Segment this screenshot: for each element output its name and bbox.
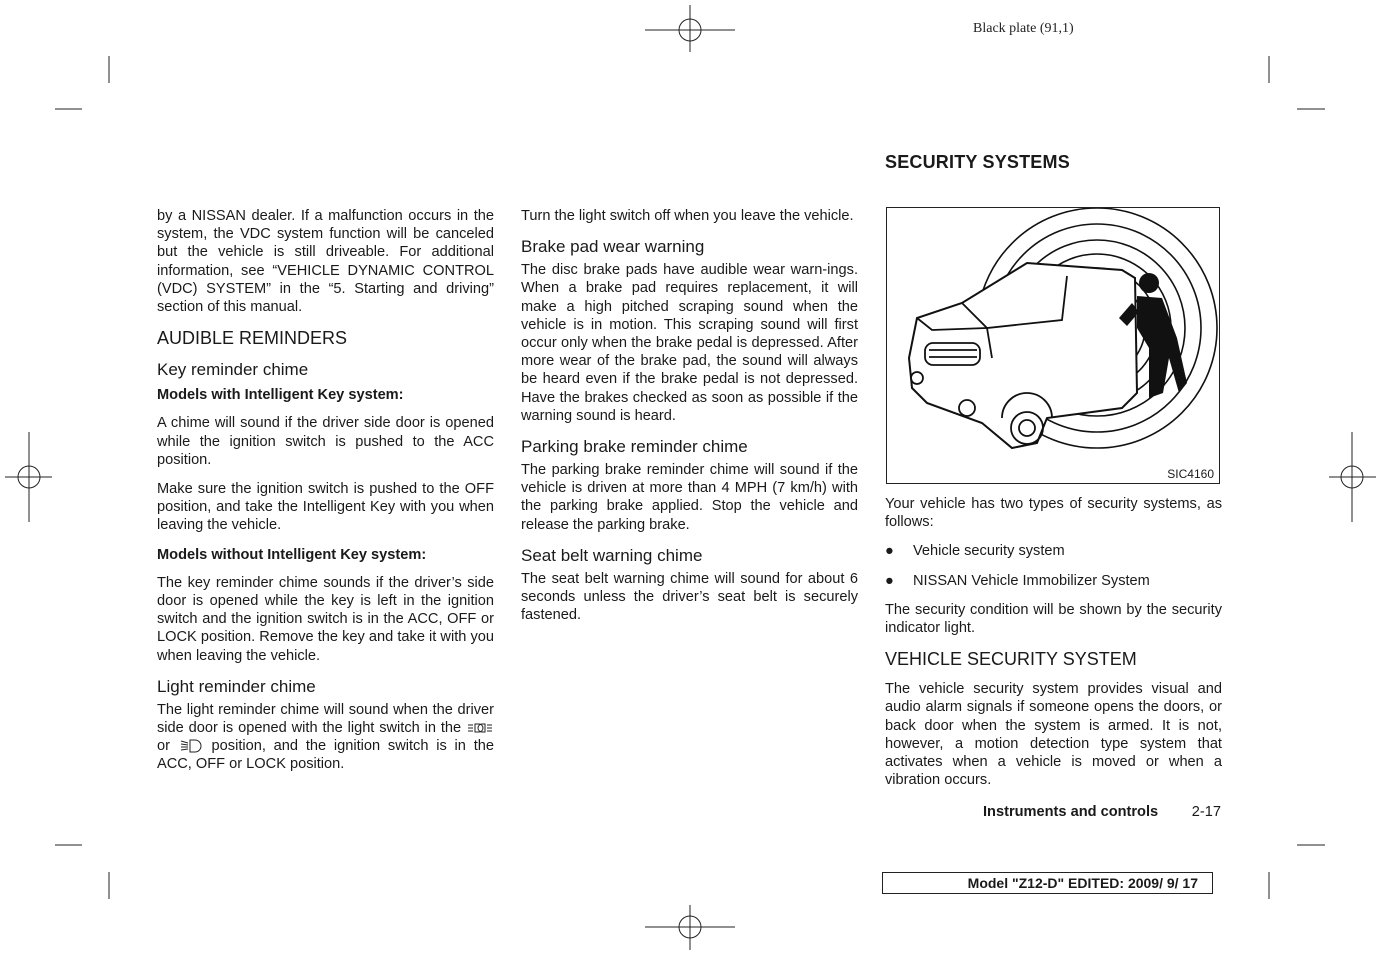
seat-belt-heading: Seat belt warning chime	[521, 545, 703, 565]
footer-section: Instruments and controls	[983, 804, 1159, 820]
plate-label: Black plate (91,1)	[973, 21, 1074, 36]
security-condition-paragraph: The security condition will be shown by the security indicator light.	[885, 601, 1222, 637]
bullet-vehicle-security: Vehicle security system	[913, 543, 1065, 560]
bullet-mark: ●	[885, 543, 894, 560]
with-key-paragraph-2: Make sure the ignition switch is pushed to the OFF position, and take the Intelligent Key with you when leaving the vehicle.	[157, 481, 494, 534]
with-key-paragraph-1: A chime will sound if the driver side door is opened while the ignition switch is pushed to the ACC position.	[157, 415, 494, 468]
vdc-continuation-paragraph: by a NISSAN dealer. If a malfunction occurs in the system, the VDC system function will be canceled but the vehicle is still driveable. For additional information, see “VEHICLE DYNAMIC CONTROL (VDC) SYSTEM” in the “5. Starting and driving” section of this manual.	[157, 208, 494, 316]
without-intelligent-key-heading: Models without Intelligent Key system:	[157, 546, 427, 563]
bullet-item	[885, 572, 1222, 590]
vehicle-security-paragraph: The vehicle security system provides visual and audio alarm signals if someone opens the doors, or back door when the system is armed. It is not, however, a motion detection type system that activates when a vehicle is moved or when a vibration occurs.	[885, 681, 1222, 789]
without-key-paragraph: The key reminder chime sounds if the driver’s side door is opened while the key is left in the ignition switch and the ignition switch is in the ACC, OFF or LOCK position. Remove the key and take it with you when leaving the vehicle.	[157, 574, 494, 664]
page-footer	[983, 804, 1221, 820]
light-reminder-heading: Light reminder chime	[157, 676, 316, 696]
with-intelligent-key-heading: Models with Intelligent Key system:	[157, 387, 404, 404]
brake-pad-paragraph: The disc brake pads have audible wear warn-ings. When a brake pad requires replacement, it will make a high pitched scraping sound when the vehicle is in motion. This scraping sound will first occur only when the brake pedal is depressed. After more wear of the brake pad, the sound will always be heard even if the brake pedal is not depressed. Have the brakes checked as soon as possible if the warning sound is heard.	[521, 262, 858, 424]
key-reminder-heading: Key reminder chime	[157, 360, 309, 380]
page-number: 2-17	[1191, 804, 1221, 820]
column-1	[157, 207, 494, 785]
car-alarm-illustration	[887, 208, 1219, 483]
light-reminder-or: or	[157, 738, 170, 755]
headlight-icon	[178, 739, 204, 753]
audible-reminders-heading: AUDIBLE REMINDERS	[157, 328, 348, 349]
security-systems-title: SECURITY SYSTEMS	[885, 152, 1070, 172]
seat-belt-paragraph: The seat belt warning chime will sound for about 6 seconds unless the driver’s seat belt is securely fastened.	[521, 570, 858, 624]
parking-brake-paragraph: The parking brake reminder chime will sound if the vehicle is driven at more than 4 MPH (7 km/h) with the parking brake applied. Stop the vehicle and release the parking brake.	[521, 462, 858, 533]
bullet-mark: ●	[885, 572, 894, 589]
parking-brake-heading: Parking brake reminder chime	[521, 437, 748, 457]
column-2	[521, 207, 858, 635]
light-reminder-text-b: position, and the ignition switch is in the ACC, OFF or LOCK position.	[157, 738, 494, 773]
security-intro-paragraph: Your vehicle has two types of security systems, as follows:	[885, 496, 1222, 531]
light-reminder-text-a: The light reminder chime will sound when the driver side door is opened with the light switch in the	[157, 701, 494, 737]
brake-pad-heading: Brake pad wear warning	[521, 237, 705, 257]
light-reminder-paragraph	[157, 701, 494, 774]
figure-code: SIC4160	[1167, 467, 1214, 481]
column-3	[885, 495, 1222, 800]
model-box: Model "Z12-D" EDITED: 2009/ 9/ 17	[882, 872, 1213, 894]
turn-off-paragraph: Turn the light switch off when you leave the vehicle.	[521, 208, 854, 224]
bullet-item	[885, 542, 1222, 560]
security-figure	[886, 207, 1220, 484]
bullet-immobilizer: NISSAN Vehicle Immobilizer System	[913, 572, 1150, 589]
parking-light-icon	[466, 722, 494, 734]
vehicle-security-heading: VEHICLE SECURITY SYSTEM	[885, 649, 1137, 670]
